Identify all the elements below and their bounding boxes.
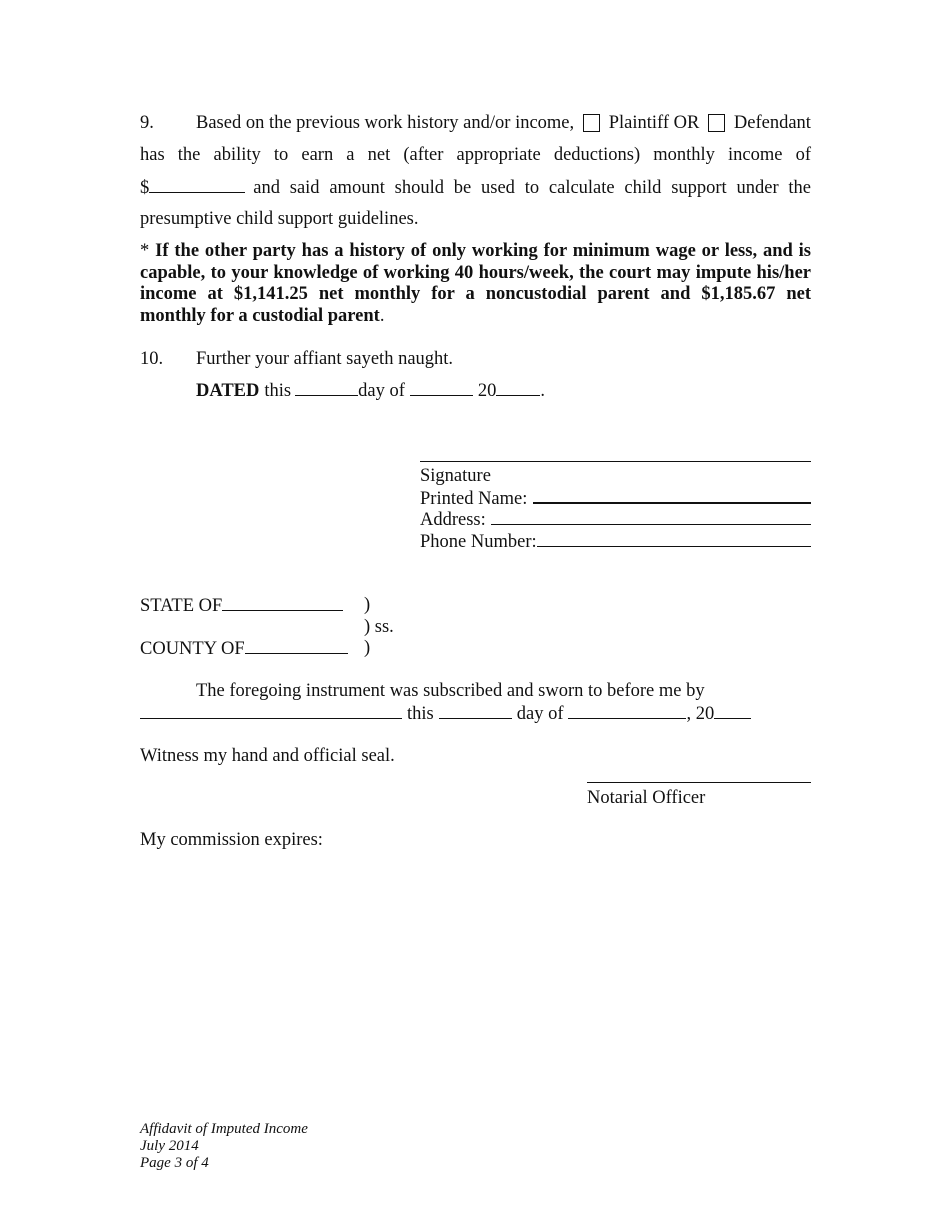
plaintiff-label: Plaintiff OR — [608, 113, 700, 133]
footer-title: Affidavit of Imputed Income — [140, 1121, 308, 1137]
printed-name-label: Printed Name: — [420, 489, 528, 509]
jurat-day-field[interactable] — [439, 702, 512, 719]
jurat-line-2 — [140, 702, 751, 725]
county-row — [140, 637, 348, 660]
paragraph-10-number: 10. — [140, 349, 164, 369]
address-row — [420, 508, 811, 531]
affiant-name-field[interactable] — [140, 702, 402, 719]
notary-signature-line[interactable] — [587, 782, 811, 783]
paragraph-9-number: 9. — [140, 113, 154, 133]
printed-name-field[interactable] — [533, 486, 811, 504]
jurat-month-field[interactable] — [568, 702, 686, 719]
footer-page-number: Page 3 of 4 — [140, 1155, 209, 1171]
footer-date: July 2014 — [140, 1138, 199, 1154]
note-bold-text: If the other party has a history of only working for minimum wage or less, and is capable, to your knowledge of working 40 hours/week, the court may impute his/her income at $1,141.25 net monthly for a noncustodial parent and $1,185.67 net monthly for a custodial parent — [140, 241, 812, 326]
state-row — [140, 594, 343, 617]
dated-year-field[interactable] — [496, 379, 540, 396]
dated-year-prefix: 20 — [477, 381, 497, 401]
jurat-line-1: The foregoing instrument was subscribed and sworn to before me by — [196, 681, 705, 701]
monthly-income-field[interactable] — [149, 176, 245, 193]
printed-name-row — [420, 486, 811, 510]
paragraph-10-text: Further your affiant sayeth naught. — [196, 349, 454, 369]
address-field[interactable] — [491, 508, 811, 525]
signature-label: Signature — [420, 466, 491, 486]
dated-label: DATED — [196, 381, 260, 401]
dated-month-field[interactable] — [410, 379, 473, 396]
venue-paren-ss: ) ss. — [364, 617, 394, 637]
jurat-this: this — [407, 704, 434, 724]
venue-paren-1: ) — [364, 595, 371, 615]
minimum-wage-note — [140, 241, 811, 327]
defendant-checkbox[interactable] — [708, 114, 725, 132]
note-period: . — [379, 305, 385, 326]
paragraph-9-line-1 — [196, 112, 811, 134]
witness-statement: Witness my hand and official seal. — [140, 746, 395, 766]
phone-label: Phone Number: — [420, 532, 537, 552]
dollar-sign: $ — [140, 178, 150, 198]
dated-period: . — [540, 381, 545, 401]
venue-paren-2: ) — [364, 638, 371, 658]
dated-day-field[interactable] — [295, 379, 358, 396]
phone-field[interactable] — [537, 530, 811, 547]
paragraph-9-intro: Based on the previous work history and/or income, — [196, 113, 575, 133]
phone-row — [420, 530, 811, 553]
state-field[interactable] — [222, 594, 343, 611]
paragraph-9-line-3-text: and said amount should be used to calculate child support under the — [253, 178, 811, 198]
dated-this: this — [264, 381, 292, 401]
county-label: COUNTY OF — [140, 639, 245, 659]
signature-line[interactable] — [420, 461, 811, 462]
defendant-label: Defendant — [733, 113, 811, 133]
jurat-year-prefix: , 20 — [686, 704, 715, 724]
notarial-officer-label: Notarial Officer — [587, 788, 706, 808]
dated-day-of: day of — [358, 381, 405, 401]
jurat-year-field[interactable] — [714, 702, 751, 719]
paragraph-9-line-2: has the ability to earn a net (after appropriate deductions) monthly income of — [140, 145, 811, 165]
jurat-day-of: day of — [516, 704, 564, 724]
state-label: STATE OF — [140, 596, 223, 616]
plaintiff-checkbox[interactable] — [583, 114, 600, 132]
commission-expires: My commission expires: — [140, 830, 323, 850]
county-field[interactable] — [245, 637, 348, 654]
note-asterisk: * — [140, 241, 150, 261]
dated-line — [196, 379, 545, 402]
paragraph-9-line-3 — [140, 176, 811, 199]
address-label: Address: — [420, 510, 486, 530]
paragraph-9-line-4: presumptive child support guidelines. — [140, 209, 419, 229]
